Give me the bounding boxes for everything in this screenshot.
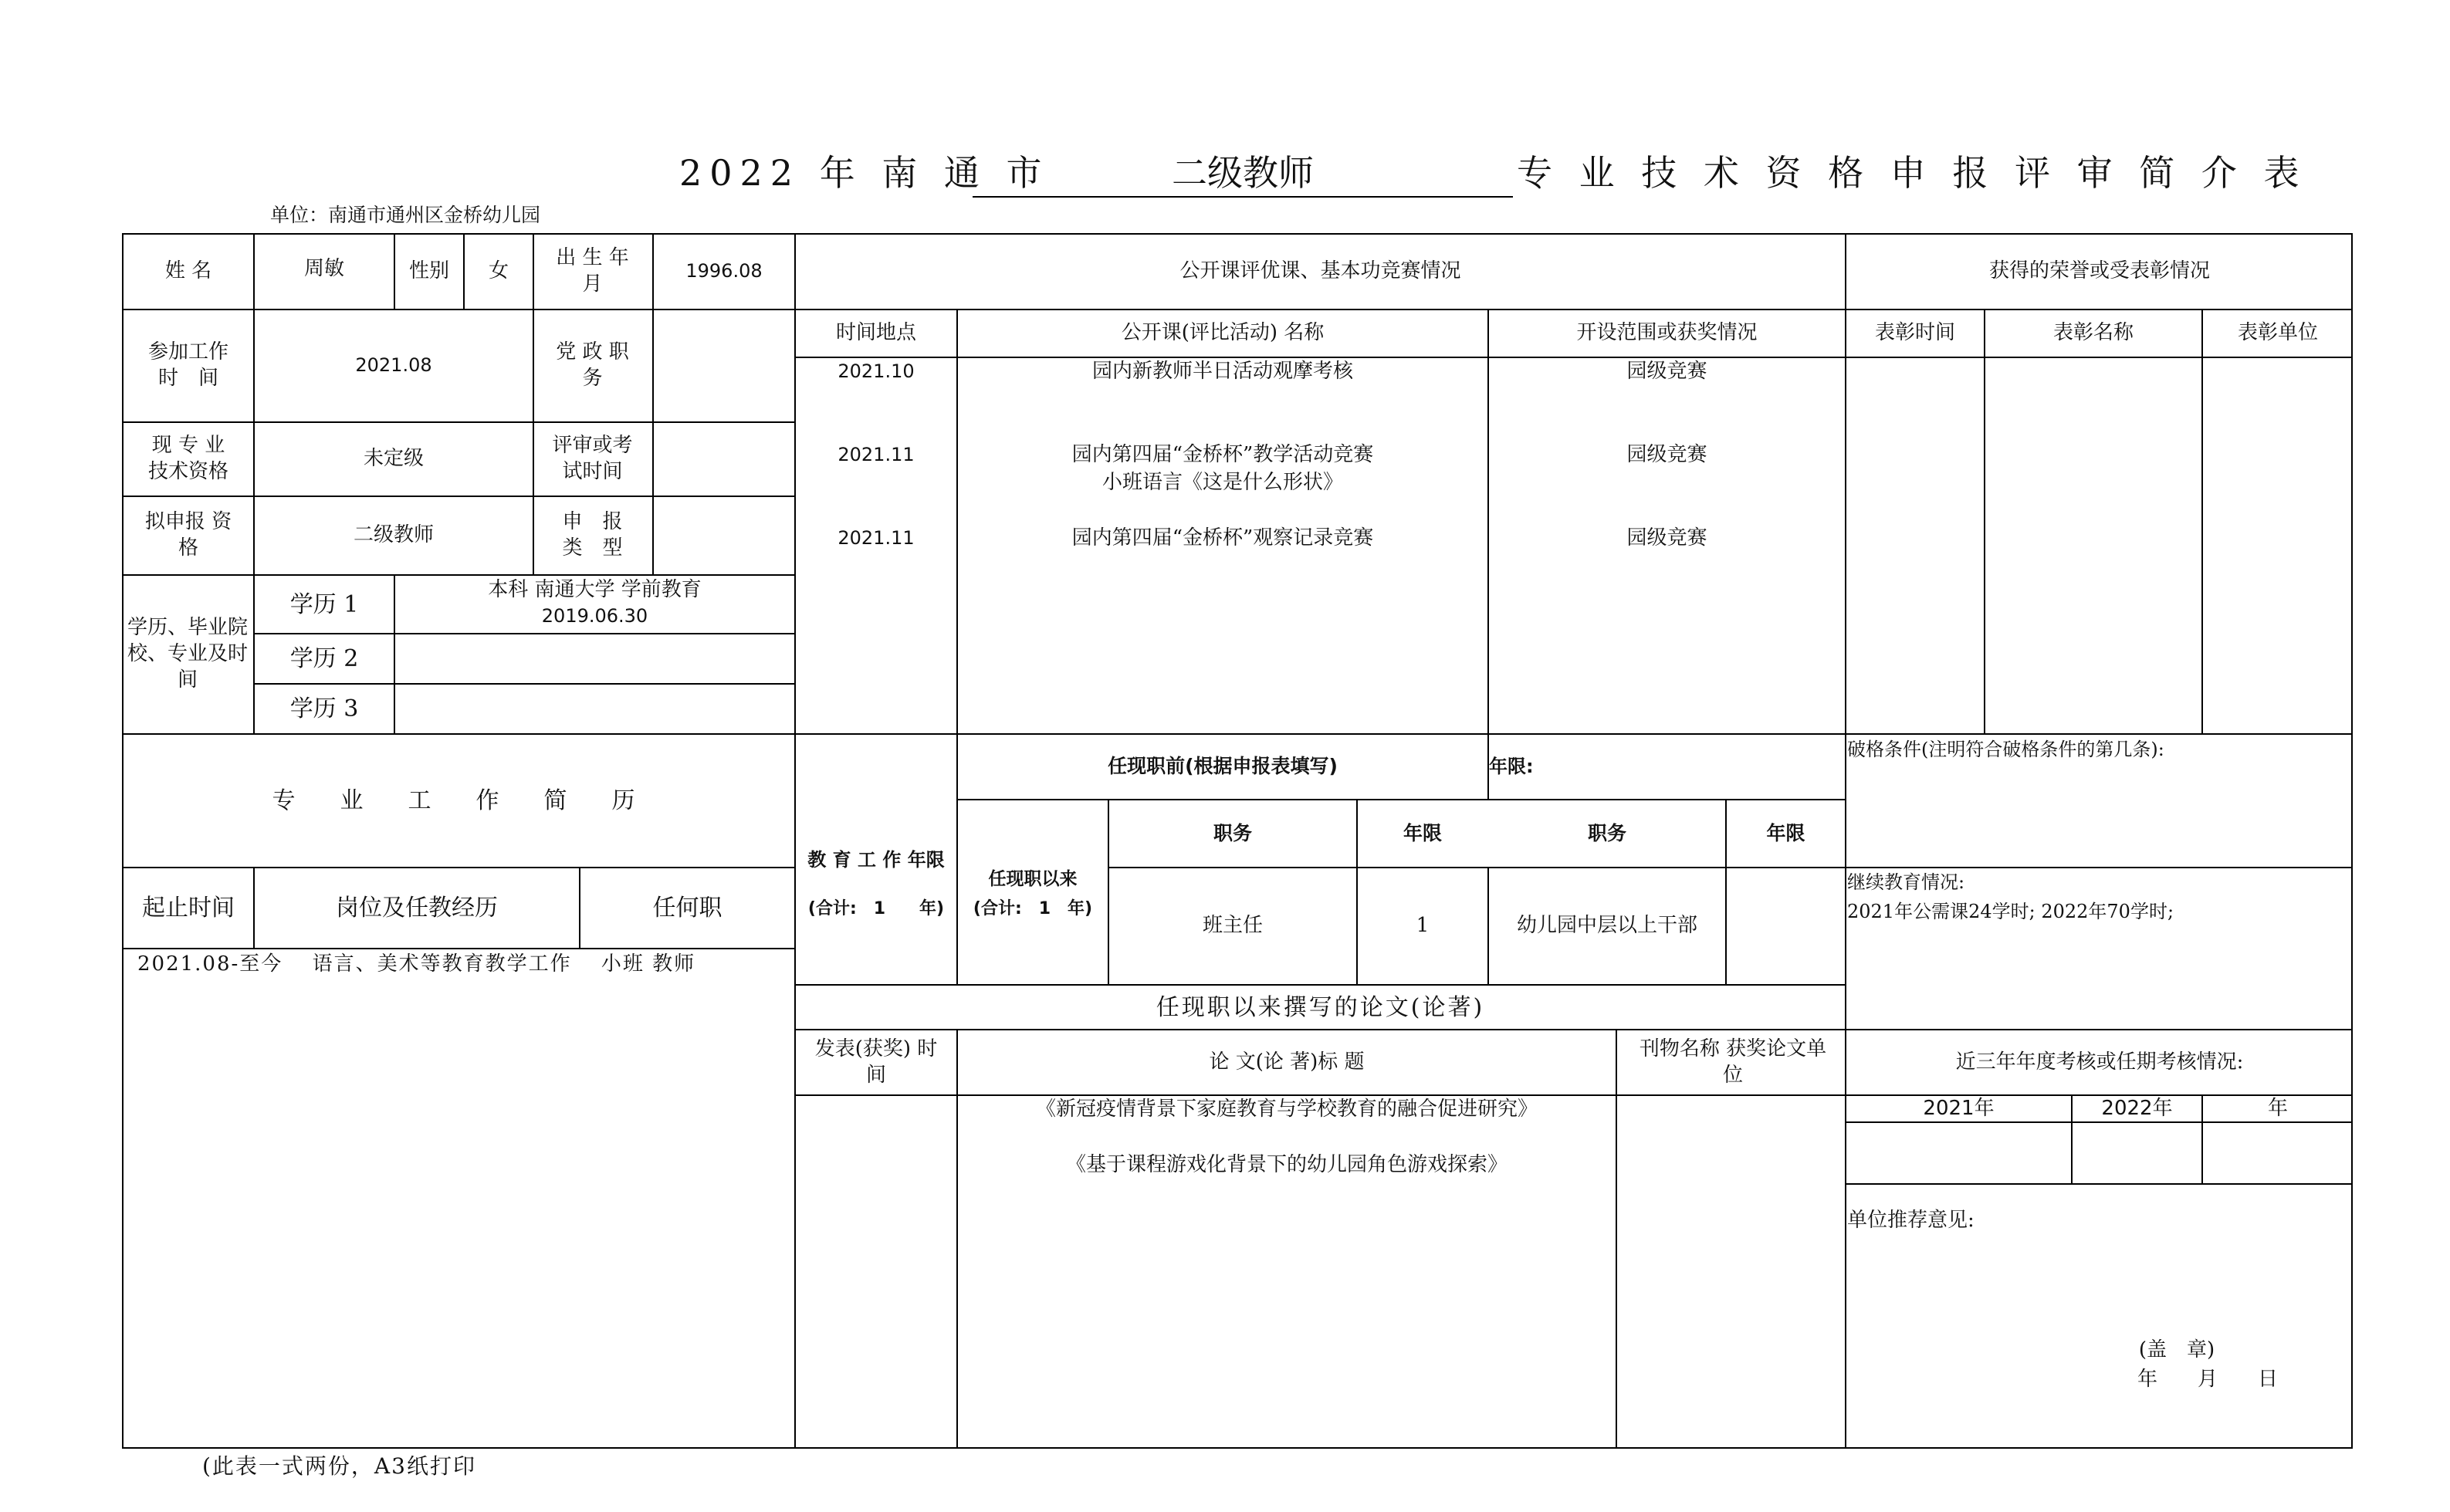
title-prefix: 2022 年 南 通 市: [679, 152, 1050, 194]
resume-header-time: 起止时间: [142, 895, 235, 922]
assessment-year: 2021年: [1923, 1096, 1995, 1120]
competition-name: 园内第四届“金桥杯”观察记录竞赛: [1071, 526, 1374, 550]
assessment-result: [2073, 1123, 2201, 1183]
education-1-value: 本科 南通大学 学前教育 2019.06.30: [488, 578, 702, 627]
papers-header-journal: 刊物名称 获奖论文单位: [1639, 1037, 1827, 1087]
competition-result: 园级竞赛: [1626, 443, 1707, 467]
competitions-header-time: 时间地点: [835, 321, 916, 345]
paper-item: 《新冠疫情背景下家庭教育与学校教育的融合促进研究》: [1035, 1098, 1538, 1121]
since-current-total: (合计: 1 年): [973, 898, 1093, 918]
honors-title: 获得的荣誉或受表彰情况: [1988, 259, 2210, 283]
apply-type-label: 申 报 类 型: [562, 510, 623, 560]
competitions-header-result: 开设范围或获奖情况: [1576, 321, 1758, 345]
assessment-year: 年: [2267, 1096, 2288, 1120]
assessment-result: [1846, 1123, 2071, 1183]
resume-title: 专 业 工 作 简 历: [272, 787, 646, 814]
name-label: 姓 名: [164, 259, 212, 283]
assessment-result: [2203, 1123, 2353, 1183]
papers-header-title: 论 文(论 著)标 题: [1209, 1050, 1365, 1074]
education-label: 学历、毕业院校、专业及时间: [127, 616, 248, 692]
review-time-label: 评审或考试时间: [552, 434, 633, 483]
birth-value: 1996.08: [685, 260, 763, 282]
recommendation-label: 单位推荐意见:: [1847, 1209, 1975, 1233]
work-start-value: 2021.08: [355, 354, 432, 377]
competition-time: 2021.11: [838, 527, 915, 550]
gender-value: 女: [488, 259, 509, 283]
party-value: [654, 310, 794, 421]
apply-type-value: [654, 497, 794, 574]
education-3-label: 学历 3: [289, 695, 359, 722]
competition-result: 园级竞赛: [1626, 526, 1707, 550]
teaching-duty: 班主任: [1202, 914, 1263, 938]
title-qualification: 二级教师: [1172, 152, 1314, 194]
seal-label: (盖 章): [2138, 1338, 2215, 1362]
teaching-years-total: (合计: 1 年): [807, 898, 945, 918]
birth-label: 出 生 年 月: [556, 246, 629, 296]
teaching-header-duty: 职务: [1587, 821, 1626, 844]
teaching-header-years: 年限: [1403, 821, 1442, 844]
review-time-value: [654, 423, 794, 496]
teaching-duty: 幼儿园中层以上干部: [1516, 914, 1697, 938]
title-suffix: 专 业 技 术 资 格 申 报 评 审 简 介 表: [1517, 152, 2307, 194]
papers-title: 任现职以来撰写的论文(论著): [1156, 993, 1485, 1021]
resume-header-duty: 任何职: [652, 895, 722, 922]
continuing-edu-content: 2021年公需课24学时; 2022年70学时;: [1847, 901, 2174, 923]
education-1-label: 学历 1: [289, 590, 359, 618]
party-label: 党 政 职 务: [556, 340, 629, 390]
resume-header-post: 岗位及任教经历: [336, 895, 498, 922]
name-value: 周敏: [303, 257, 344, 281]
teaching-years-label: 教 育 工 作 年限: [807, 849, 945, 871]
competition-time: 2021.10: [838, 360, 915, 383]
honors-header-unit: 表彰单位: [2237, 321, 2318, 345]
before-current-title: 任现职前(根据申报表填写): [1108, 755, 1338, 778]
assessment-label: 近三年年度考核或任期考核情况:: [1955, 1050, 2244, 1074]
competition-name: 园内第四届“金桥杯”教学活动竞赛: [1071, 443, 1374, 467]
break-condition-label: 破格条件(注明符合破格条件的第几条):: [1847, 739, 2164, 761]
teaching-years: [1727, 868, 1845, 984]
competition-name: 园内新教师半日活动观摩考核: [1091, 360, 1353, 384]
teaching-header-duty: 职务: [1213, 821, 1252, 844]
resume-entry: 2021.08-至今 语言、美术等教育教学工作 小班 教师: [137, 952, 696, 976]
assessment-year: 2022年: [2101, 1096, 2173, 1120]
current-qual-label: 现 专 业 技术资格: [147, 434, 228, 483]
date-label: 年 月 日: [2137, 1368, 2278, 1392]
papers-header-time: 发表(获奖) 时间: [814, 1037, 938, 1087]
gender-label: 性别: [408, 259, 449, 283]
teaching-years: 1: [1416, 914, 1430, 938]
years-label: 年限:: [1489, 755, 1534, 777]
since-current-label: 任现职以来: [988, 869, 1078, 890]
paper-item: 《基于课程游戏化背景下的幼儿园角色游戏探索》: [1065, 1153, 1508, 1177]
honors-header-time: 表彰时间: [1874, 321, 1955, 345]
competitions-title: 公开课评优课、基本功竞赛情况: [1179, 259, 1461, 283]
current-qual-value: 未定级: [363, 447, 424, 471]
competition-result: 园级竞赛: [1626, 360, 1707, 384]
competition-name-line2: 小班语言《这是什么形状》: [1101, 471, 1343, 495]
education-2-value: [395, 634, 794, 683]
competition-time: 2021.11: [838, 444, 915, 466]
teaching-header-years: 年限: [1766, 821, 1805, 844]
apply-qual-label: 拟申报 资 格: [144, 510, 232, 560]
work-start-label: 参加工作 时 间: [147, 340, 228, 390]
title-underline: [973, 196, 1513, 198]
education-2-label: 学历 2: [289, 645, 359, 672]
footnote: (此表一式两份，A3纸打印: [202, 1453, 476, 1479]
honors-header-name: 表彰名称: [2052, 321, 2134, 345]
continuing-edu-label: 继续教育情况:: [1847, 871, 1965, 894]
competitions-header-name: 公开课(评比活动) 名称: [1121, 321, 1325, 345]
education-3-value: [395, 685, 794, 733]
apply-qual-value: 二级教师: [353, 523, 434, 547]
unit-label: 单位：南通市通州区金桥幼儿园: [270, 203, 541, 226]
